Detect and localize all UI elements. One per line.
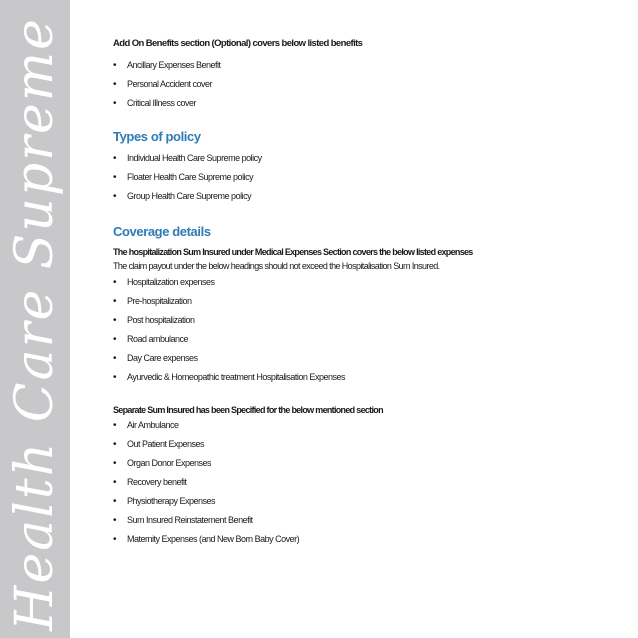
list-item: • Maternity Expenses (and New Born Baby Cover): [113, 530, 613, 549]
list-item: • Out Patient Expenses: [113, 435, 613, 454]
list-item: • Recovery benefit: [113, 473, 613, 492]
list-item: • Individual Health Care Supreme policy: [113, 149, 613, 168]
addon-intro: Add On Benefits section (Optional) covers below listed benefits: [113, 38, 363, 49]
types-list: [113, 149, 613, 206]
addon-list: [113, 56, 613, 113]
separate-list: [113, 416, 613, 549]
list-item: • Hospitalization expenses: [113, 273, 613, 292]
coverage-heading: Coverage details: [113, 224, 211, 239]
sidebar: [0, 0, 70, 638]
list-item: • Day Care expenses: [113, 349, 613, 368]
list-item: • Floater Health Care Supreme policy: [113, 168, 613, 187]
coverage-plain-line: The claim payout under the below headings should not exceed the Hospitalisation Sum Insured.: [113, 261, 440, 271]
list-item: • Physiotherapy Expenses: [113, 492, 613, 511]
list-item: • Group Health Care Supreme policy: [113, 187, 613, 206]
list-item: • Ancillary Expenses Benefit: [113, 56, 613, 75]
types-section: [113, 129, 613, 206]
separate-bold-line: Separate Sum Insured has been Specified for the below mentioned section: [113, 405, 383, 415]
list-item: • Road ambulance: [113, 330, 613, 349]
list-item: • Pre-hospitalization: [113, 292, 613, 311]
content: [113, 38, 613, 549]
list-item: • Ayurvedic & Homeopathic treatment Hospitalisation Expenses: [113, 368, 613, 387]
sidebar-title: Health Care Supreme: [5, 17, 65, 631]
separate-section: [113, 405, 613, 549]
addon-section: [113, 38, 613, 113]
list-item: • Air Ambulance: [113, 416, 613, 435]
coverage-list: [113, 273, 613, 387]
list-item: • Critical Illness cover: [113, 94, 613, 113]
list-item: • Sum Insured Reinstatement Benefit: [113, 511, 613, 530]
types-heading: Types of policy: [113, 129, 201, 144]
list-item: • Organ Donor Expenses: [113, 454, 613, 473]
list-item: • Post hospitalization: [113, 311, 613, 330]
coverage-bold-line: The hospitalization Sum Insured under Medical Expenses Section covers the below listed expenses: [113, 247, 473, 257]
coverage-section: [113, 224, 613, 387]
list-item: • Personal Accident cover: [113, 75, 613, 94]
